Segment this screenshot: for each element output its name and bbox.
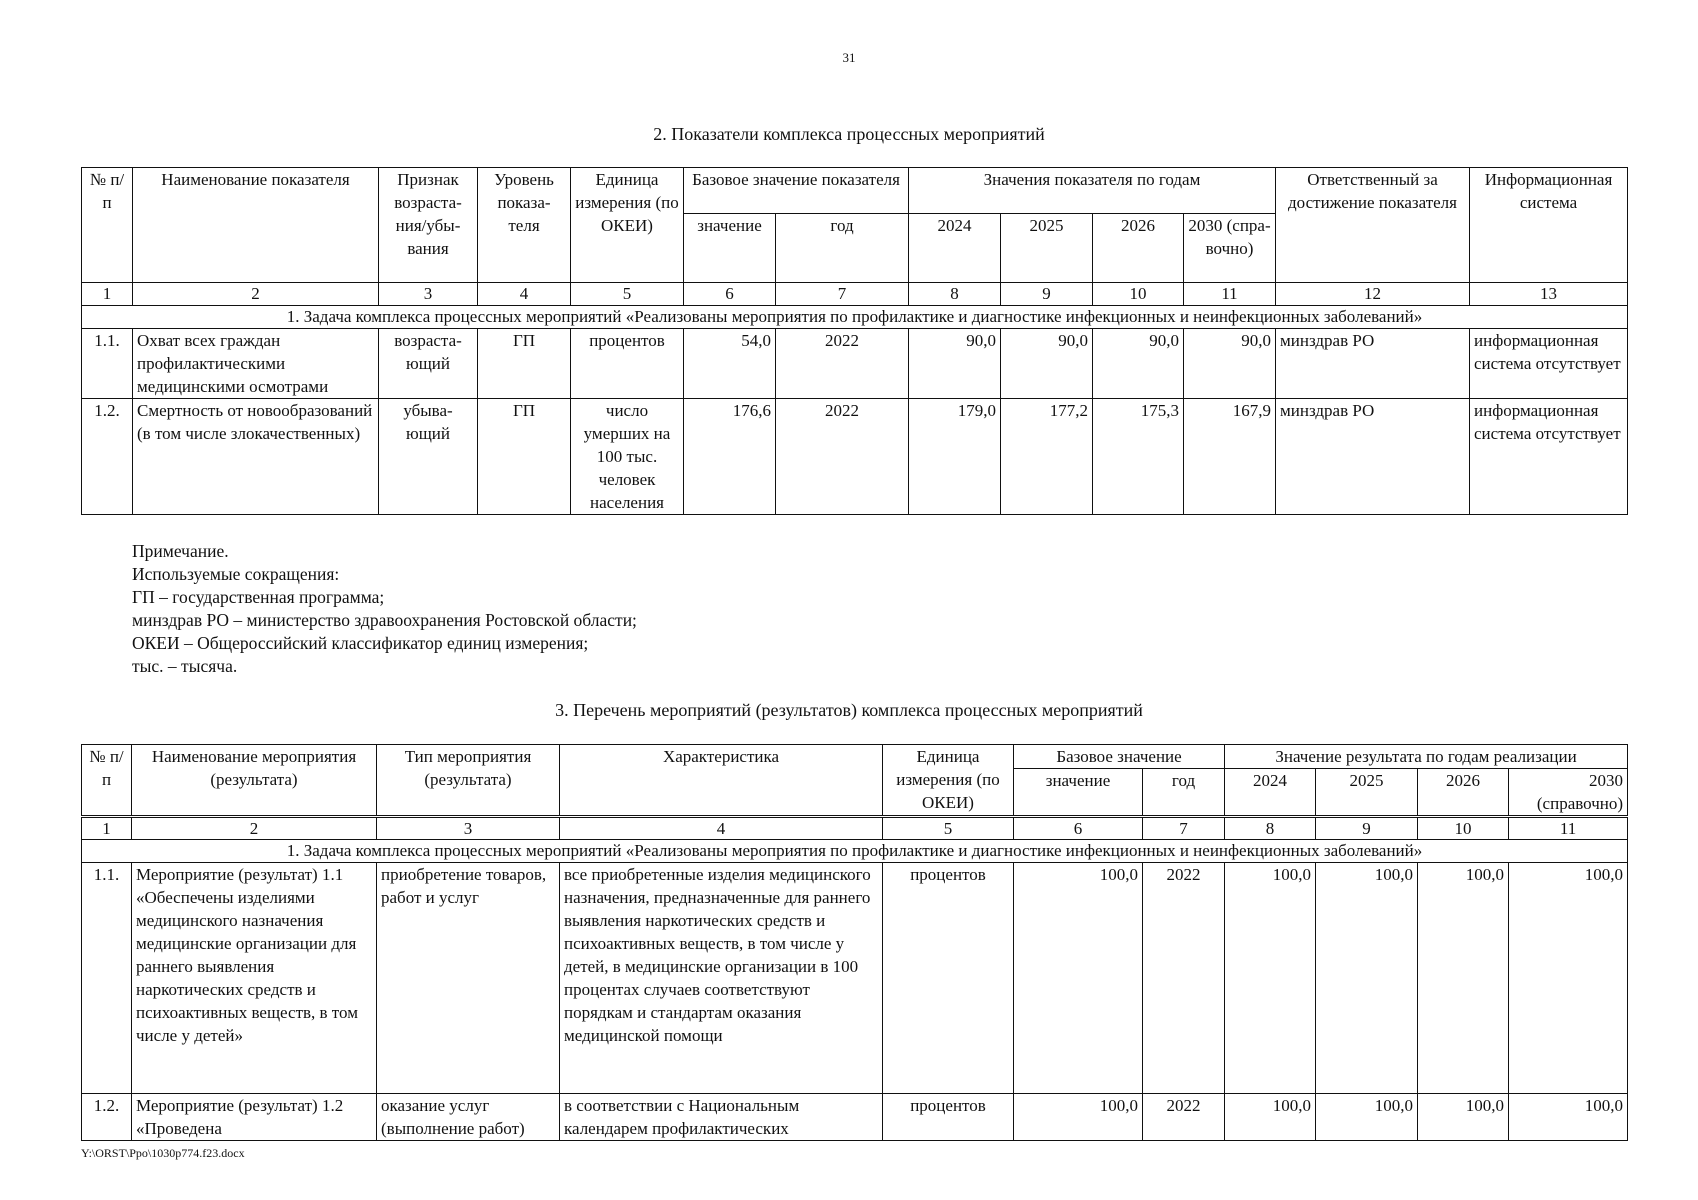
row-unit: процентов bbox=[883, 1094, 1014, 1141]
col-number: 12 bbox=[1276, 283, 1470, 306]
row-no: 1.1. bbox=[82, 863, 132, 1094]
header-base-year: год bbox=[1143, 769, 1225, 817]
row-name: Охват всех граждан профилактическими медицинскими осмотрами bbox=[133, 329, 379, 399]
header-2030: 2030 (справочно) bbox=[1509, 769, 1628, 817]
row-sign: возраста-ющий bbox=[379, 329, 478, 399]
row-base-value: 176,6 bbox=[684, 399, 776, 515]
activities-table bbox=[81, 744, 1628, 1141]
row-unit: число умерших на 100 тыс. человек населения bbox=[571, 399, 684, 515]
col-number: 13 bbox=[1470, 283, 1628, 306]
table-row bbox=[82, 329, 1628, 399]
header-responsible: Ответственный за достижение показателя bbox=[1276, 168, 1470, 283]
row-name: Смертность от новообразований (в том числе злокачественных) bbox=[133, 399, 379, 515]
col-number: 7 bbox=[776, 283, 909, 306]
row-infosys: информационная система отсутствует bbox=[1470, 329, 1628, 399]
col-number: 8 bbox=[1225, 817, 1316, 840]
col-number: 10 bbox=[1418, 817, 1509, 840]
col-number: 2 bbox=[133, 283, 379, 306]
section-3-title: 3. Перечень мероприятий (результатов) комплекса процессных мероприятий bbox=[555, 700, 1143, 720]
col-number: 3 bbox=[379, 283, 478, 306]
header-by-years: Значения показателя по годам bbox=[909, 168, 1276, 214]
row-base-year: 2022 bbox=[776, 399, 909, 515]
row-2024: 100,0 bbox=[1225, 863, 1316, 1094]
indicators-table bbox=[81, 167, 1628, 515]
header-level: Уровень показа-теля bbox=[478, 168, 571, 283]
col-number: 5 bbox=[571, 283, 684, 306]
col-number: 7 bbox=[1143, 817, 1225, 840]
col-number: 2 bbox=[132, 817, 377, 840]
col-number: 5 bbox=[883, 817, 1014, 840]
row-2030: 167,9 bbox=[1184, 399, 1276, 515]
note-line: ГП – государственная программа; bbox=[132, 587, 385, 607]
row-2030: 100,0 bbox=[1509, 1094, 1628, 1141]
row-2025: 177,2 bbox=[1001, 399, 1093, 515]
row-unit: процентов bbox=[571, 329, 684, 399]
row-base-value: 54,0 bbox=[684, 329, 776, 399]
row-2025: 100,0 bbox=[1316, 863, 1418, 1094]
header-unit: Единица измерения (по ОКЕИ) bbox=[883, 745, 1014, 817]
row-base-year: 2022 bbox=[1143, 1094, 1225, 1141]
abbreviations-note bbox=[132, 540, 637, 678]
header-base: Базовое значение показателя bbox=[684, 168, 909, 214]
row-2024: 179,0 bbox=[909, 399, 1001, 515]
row-type: оказание услуг (выполнение работ) bbox=[377, 1094, 560, 1141]
col-number: 6 bbox=[684, 283, 776, 306]
file-path-footer: Y:\ORST\Ppo\1030p774.f23.docx bbox=[81, 1146, 245, 1160]
row-responsible: минздрав РО bbox=[1276, 329, 1470, 399]
row-base-year: 2022 bbox=[776, 329, 909, 399]
table-row bbox=[82, 1094, 1628, 1141]
row-2024: 90,0 bbox=[909, 329, 1001, 399]
row-unit: процентов bbox=[883, 863, 1014, 1094]
header-base-year: год bbox=[776, 214, 909, 283]
note-line: ОКЕИ – Общероссийский классификатор единиц измерения; bbox=[132, 633, 589, 653]
col-number: 3 bbox=[377, 817, 560, 840]
header-unit: Единица измерения (по ОКЕИ) bbox=[571, 168, 684, 283]
col-number: 4 bbox=[560, 817, 883, 840]
row-2026: 100,0 bbox=[1418, 1094, 1509, 1141]
row-responsible: минздрав РО bbox=[1276, 399, 1470, 515]
row-no: 1.1. bbox=[82, 329, 133, 399]
row-2030: 100,0 bbox=[1509, 863, 1628, 1094]
row-2026: 175,3 bbox=[1093, 399, 1184, 515]
col-number: 11 bbox=[1184, 283, 1276, 306]
row-base-value: 100,0 bbox=[1014, 1094, 1143, 1141]
page-number: 31 bbox=[842, 50, 856, 65]
col-number: 6 bbox=[1014, 817, 1143, 840]
note-line: минздрав РО – министерство здравоохранения Ростовской области; bbox=[132, 610, 637, 630]
row-infosys: информационная система отсутствует bbox=[1470, 399, 1628, 515]
header-characteristic: Характеристика bbox=[560, 745, 883, 817]
row-2026: 100,0 bbox=[1418, 863, 1509, 1094]
header-2025: 2025 bbox=[1316, 769, 1418, 817]
header-2030: 2030 (спра-вочно) bbox=[1184, 214, 1276, 283]
header-base-value: значение bbox=[684, 214, 776, 283]
task-row: 1. Задача комплекса процессных мероприятий «Реализованы мероприятия по профилактике и диагностике инфекционных и неинфекционных заболеваний» bbox=[82, 306, 1628, 329]
note-line: тыс. – тысяча. bbox=[132, 656, 238, 676]
row-2026: 90,0 bbox=[1093, 329, 1184, 399]
header-name: Наименование мероприятия (результата) bbox=[132, 745, 377, 817]
header-no: № п/п bbox=[82, 168, 133, 283]
col-number: 8 bbox=[909, 283, 1001, 306]
header-infosys: Информационная система bbox=[1470, 168, 1628, 283]
note-line: Примечание. bbox=[132, 541, 229, 561]
header-2026: 2026 bbox=[1418, 769, 1509, 817]
header-base-value: значение bbox=[1014, 769, 1143, 817]
header-2024: 2024 bbox=[1225, 769, 1316, 817]
row-2025: 100,0 bbox=[1316, 1094, 1418, 1141]
table-row bbox=[82, 399, 1628, 515]
row-2024: 100,0 bbox=[1225, 1094, 1316, 1141]
header-2025: 2025 bbox=[1001, 214, 1093, 283]
section-2-title: 2. Показатели комплекса процессных мероприятий bbox=[653, 124, 1045, 144]
table-row bbox=[82, 863, 1628, 1094]
col-number: 1 bbox=[82, 283, 133, 306]
col-number: 10 bbox=[1093, 283, 1184, 306]
row-sign: убыва-ющий bbox=[379, 399, 478, 515]
header-by-years: Значение результата по годам реализации bbox=[1225, 745, 1628, 769]
task-row: 1. Задача комплекса процессных мероприятий «Реализованы мероприятия по профилактике и диагностике инфекционных и неинфекционных заболеваний» bbox=[82, 840, 1628, 863]
row-level: ГП bbox=[478, 399, 571, 515]
col-number: 9 bbox=[1316, 817, 1418, 840]
row-no: 1.2. bbox=[82, 1094, 132, 1141]
row-no: 1.2. bbox=[82, 399, 133, 515]
row-2030: 90,0 bbox=[1184, 329, 1276, 399]
row-base-year: 2022 bbox=[1143, 863, 1225, 1094]
row-name: Мероприятие (результат) 1.1 «Обеспечены изделиями медицинского назначения медицинские организации для раннего выявления наркотических средств и психоактивных веществ, в том числе у детей» bbox=[132, 863, 377, 1094]
row-level: ГП bbox=[478, 329, 571, 399]
header-2024: 2024 bbox=[909, 214, 1001, 283]
col-number: 1 bbox=[82, 817, 132, 840]
header-2026: 2026 bbox=[1093, 214, 1184, 283]
header-name: Наименование показателя bbox=[133, 168, 379, 283]
header-base: Базовое значение bbox=[1014, 745, 1225, 769]
header-sign: Признак возраста-ния/убы-вания bbox=[379, 168, 478, 283]
col-number: 9 bbox=[1001, 283, 1093, 306]
header-type: Тип мероприятия (результата) bbox=[377, 745, 560, 817]
col-number: 11 bbox=[1509, 817, 1628, 840]
col-number: 4 bbox=[478, 283, 571, 306]
row-name: Мероприятие (результат) 1.2 «Проведена bbox=[132, 1094, 377, 1141]
row-2025: 90,0 bbox=[1001, 329, 1093, 399]
row-characteristic: в соответствии с Национальным календарем профилактических bbox=[560, 1094, 883, 1141]
row-base-value: 100,0 bbox=[1014, 863, 1143, 1094]
row-type: приобретение товаров, работ и услуг bbox=[377, 863, 560, 1094]
row-characteristic: все приобретенные изделия медицинского назначения, предназначенные для раннего выявления наркотических средств и психоактивных веществ, в том числе у детей, в медицинские организации в 100 процентах случаев соответствуют порядкам и стандартам оказания медицинской помощи bbox=[560, 863, 883, 1094]
note-line: Используемые сокращения: bbox=[132, 564, 340, 584]
header-no: № п/п bbox=[82, 745, 132, 817]
